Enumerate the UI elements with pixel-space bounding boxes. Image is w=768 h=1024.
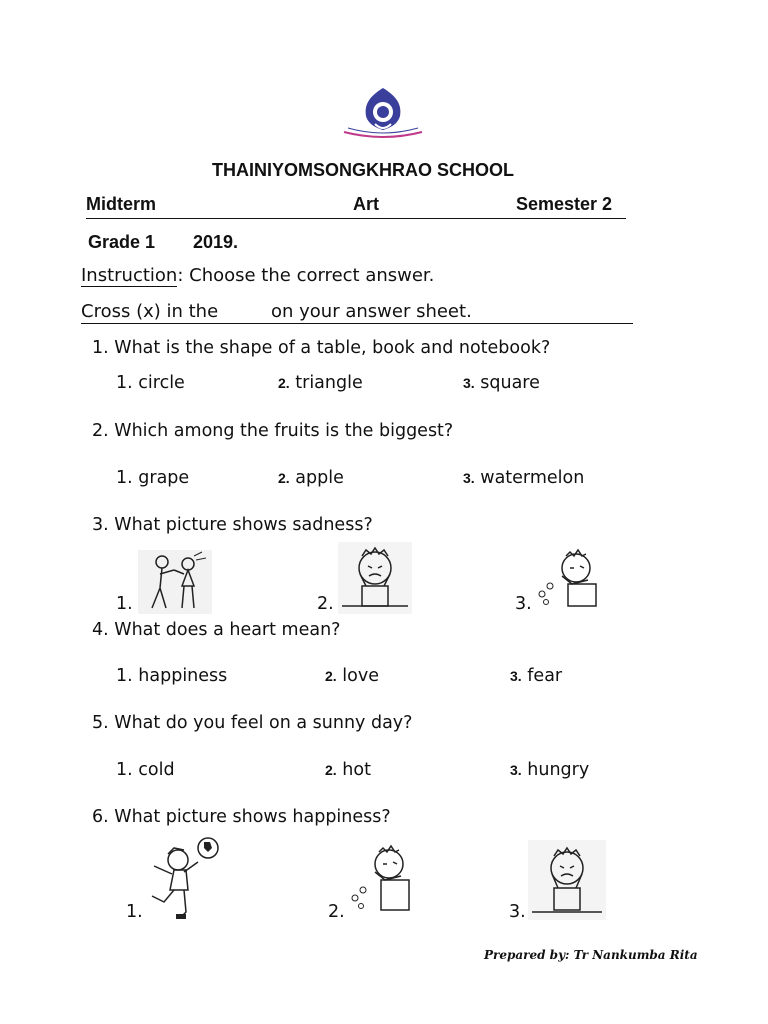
q1-option-2: 2. triangle (278, 373, 363, 393)
q3-picture-2-sad-boy-icon (338, 542, 412, 614)
q1-option-1: 1. circle (116, 373, 185, 393)
question-6: 6. What picture shows happiness? (92, 807, 391, 827)
q4-option-1: 1. happiness (116, 666, 228, 686)
q5-option-1: 1. cold (116, 760, 175, 780)
q3-option-1-number: 1. (116, 594, 133, 614)
q2-option-3: 3. watermelon (463, 468, 585, 488)
exam-type: Midterm (86, 194, 157, 214)
q3-picture-1-children-fighting-icon (138, 550, 212, 614)
q3-option-3-number: 3. (515, 594, 532, 614)
instruction-text: : Choose the correct answer. (177, 265, 435, 286)
q3-option-2-number: 2. (317, 594, 334, 614)
q4-option-3: 3. fear (510, 666, 563, 686)
school-emblem-icon (340, 86, 426, 140)
q2-option-2: 2. apple (278, 468, 344, 488)
q6-option-2-number: 2. (328, 902, 345, 922)
question-3: 3. What picture shows sadness? (92, 515, 373, 535)
year-label: 2019. (193, 232, 239, 252)
q4-option-2: 2. love (325, 666, 379, 686)
subject-name: Art (353, 194, 379, 214)
exam-header-line (86, 194, 626, 219)
instruction-line (81, 265, 434, 286)
q6-picture-2-sneezing-boy-icon (345, 842, 421, 918)
cross-instruction-part2: on your answer sheet. (271, 301, 472, 322)
q2-option-1: 1. grape (116, 468, 190, 488)
q6-picture-3-sad-boy-icon (528, 840, 606, 920)
q5-option-3: 3. hungry (510, 760, 590, 780)
q6-option-3-number: 3. (509, 902, 526, 922)
grade-label: Grade 1 (88, 232, 156, 252)
question-5: 5. What do you feel on a sunny day? (92, 713, 413, 733)
q6-option-1-number: 1. (126, 902, 143, 922)
q6-picture-1-boy-playing-ball-icon (144, 836, 224, 922)
q5-option-2: 2. hot (325, 760, 371, 780)
school-name: THAINIYOMSONGKHRAO SCHOOL (212, 160, 515, 180)
question-2: 2. Which among the fruits is the biggest? (92, 421, 454, 441)
instruction-label: Instruction (81, 265, 178, 286)
cross-instruction-line (81, 301, 633, 324)
cross-instruction-part1: Cross (x) in the (81, 301, 219, 322)
semester-label: Semester 2 (516, 194, 613, 214)
question-1: 1. What is the shape of a table, book and notebook? (92, 338, 551, 358)
prepared-by-signature: Prepared by: Tr Nankumba Rita (484, 948, 698, 962)
q3-picture-3-sneezing-boy-icon (532, 546, 608, 614)
question-4: 4. What does a heart mean? (92, 620, 341, 640)
q1-option-3: 3. square (463, 373, 540, 393)
school-logo (340, 86, 426, 140)
